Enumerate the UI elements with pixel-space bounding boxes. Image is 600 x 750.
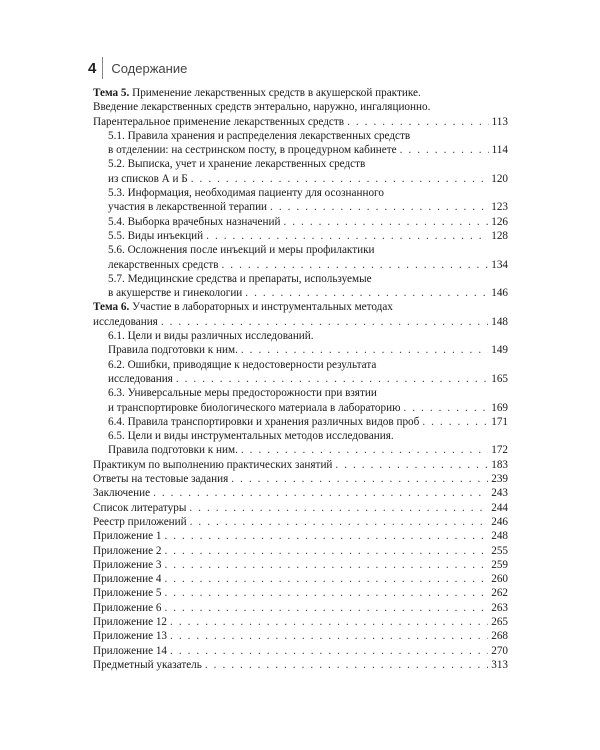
dot-leader <box>170 644 488 658</box>
toc-6-1-page: 149 <box>491 344 508 357</box>
toc-entry-page: 244 <box>491 501 508 514</box>
toc-entry-page: 263 <box>491 601 508 614</box>
toc-appendix-13-entry[interactable] <box>93 629 508 643</box>
toc-6-4-page: 171 <box>491 415 508 428</box>
toc-topic-5-text3: Парентеральное применение лекарственных средств <box>93 115 345 128</box>
dot-leader <box>347 115 489 129</box>
dot-leader <box>164 529 488 543</box>
toc-6-5-page: 172 <box>491 444 508 457</box>
toc-entry-text: Приложение 3 <box>93 558 162 571</box>
toc-topic-6-text1: Участие в лабораторных и инструментальных методах <box>129 301 393 314</box>
dot-leader <box>206 229 488 243</box>
toc-5-4-entry[interactable] <box>93 215 508 229</box>
dot-leader <box>170 615 488 629</box>
toc-5-1-text2: в отделении: на сестринском посту, в процедурном кабинете <box>108 144 397 157</box>
toc-5-5-entry[interactable] <box>93 229 508 243</box>
toc-entry-text: Приложение 12 <box>93 615 168 628</box>
toc-conclusion-entry[interactable] <box>93 486 508 500</box>
toc-5-2-text2: из списков А и Б <box>108 172 188 185</box>
toc-6-4-text: 6.4. Правила транспортировки и хранения различных видов проб <box>108 415 420 428</box>
toc-6-2-text2: исследования <box>108 372 173 385</box>
toc-6-5-line1[interactable]: 6.5. Цели и виды инструментальных методов исследования. <box>108 430 394 443</box>
toc-entry-text: Приложение 13 <box>93 630 168 643</box>
header-divider <box>102 57 103 79</box>
dot-leader <box>241 343 488 357</box>
toc-5-3-page: 123 <box>491 201 508 214</box>
toc-topic-6-page: 148 <box>491 315 508 328</box>
toc-entry-text: Предметный указатель <box>93 658 202 671</box>
dot-leader <box>400 143 489 157</box>
table-of-contents <box>93 86 508 672</box>
toc-5-7-page: 146 <box>491 287 508 300</box>
toc-appendix-2-entry[interactable] <box>93 544 508 558</box>
toc-entry-page: 268 <box>491 630 508 643</box>
toc-practicum-entry[interactable] <box>93 458 508 472</box>
toc-entry-text: Приложение 6 <box>93 601 162 614</box>
toc-6-5-entry[interactable] <box>93 443 508 457</box>
toc-entry-page: 313 <box>491 658 508 671</box>
toc-5-2-page: 120 <box>491 172 508 185</box>
toc-topic-5-line2[interactable]: Введение лекарственных средств энтерально, наружно, ингаляционно. <box>93 101 431 114</box>
toc-6-2-page: 165 <box>491 372 508 385</box>
toc-5-3-text2: участия в лекарственной терапии <box>108 201 268 214</box>
toc-topic-6-line1[interactable] <box>93 300 508 314</box>
toc-entry-page: 270 <box>491 644 508 657</box>
toc-appendix-12-entry[interactable] <box>93 615 508 629</box>
dot-leader <box>153 486 488 500</box>
toc-5-5-page: 128 <box>491 229 508 242</box>
toc-5-3-line1[interactable]: 5.3. Информация, необходимая пациенту для осознанного <box>108 187 384 200</box>
dot-leader <box>164 558 488 572</box>
toc-entry-page: 265 <box>491 615 508 628</box>
dot-leader <box>164 601 488 615</box>
toc-appendix-3-entry[interactable] <box>93 558 508 572</box>
toc-6-2-entry[interactable] <box>93 372 508 386</box>
toc-entry-text: Приложение 5 <box>93 587 162 600</box>
toc-appendix-4-entry[interactable] <box>93 572 508 586</box>
toc-appendix-14-entry[interactable] <box>93 644 508 658</box>
toc-appendix-1-entry[interactable] <box>93 529 508 543</box>
toc-6-3-line1[interactable]: 6.3. Универсальные меры предосторожности при взятии <box>108 387 377 400</box>
toc-5-1-entry[interactable] <box>93 143 508 157</box>
dot-leader <box>164 586 488 600</box>
toc-entry-text: Приложение 4 <box>93 573 162 586</box>
toc-appendix-6-entry[interactable] <box>93 601 508 615</box>
dot-leader <box>161 315 488 329</box>
toc-5-5-text: 5.5. Виды инъекций <box>108 229 204 242</box>
toc-5-2-line1[interactable]: 5.2. Выписка, учет и хранение лекарственных средств <box>108 158 366 171</box>
toc-entry-page: 259 <box>491 558 508 571</box>
toc-6-5-text2: Правила подготовки к ним. <box>108 444 238 457</box>
toc-topic-6-text2: исследования <box>93 315 158 328</box>
dot-leader <box>191 172 488 186</box>
dot-leader <box>241 443 488 457</box>
dot-leader <box>270 200 488 214</box>
toc-entry-text: Реестр приложений <box>93 515 187 528</box>
toc-entry-page: 243 <box>491 487 508 500</box>
toc-5-6-entry[interactable] <box>93 258 508 272</box>
toc-5-4-page: 126 <box>491 215 508 228</box>
toc-entry-text: Приложение 14 <box>93 644 168 657</box>
toc-6-1-line1[interactable]: 6.1. Цели и виды различных исследований. <box>108 330 314 343</box>
toc-entry-text: Ответы на тестовые задания <box>93 473 229 486</box>
dot-leader <box>335 458 488 472</box>
dot-leader <box>176 372 488 386</box>
toc-entry-text: Практикум по выполнению практических занятий <box>93 458 333 471</box>
toc-entry-page: 248 <box>491 530 508 543</box>
dot-leader <box>231 472 488 486</box>
toc-5-2-entry[interactable] <box>93 172 508 186</box>
toc-entry-text: Список литературы <box>93 501 187 514</box>
toc-appendix-5-entry[interactable] <box>93 586 508 600</box>
toc-entry-text: Заключение <box>93 487 151 500</box>
toc-subject-index-entry[interactable] <box>93 658 508 672</box>
toc-5-6-line1[interactable]: 5.6. Осложнения после инъекций и меры профилактики <box>108 244 375 257</box>
dot-leader <box>205 658 488 672</box>
dot-leader <box>403 401 488 415</box>
toc-5-7-entry[interactable] <box>93 286 508 300</box>
toc-5-6-text2: лекарственных средств <box>108 258 219 271</box>
toc-5-1-page: 114 <box>491 144 508 157</box>
dot-leader <box>189 501 488 515</box>
dot-leader <box>170 629 488 643</box>
dot-leader <box>164 572 488 586</box>
dot-leader <box>222 258 489 272</box>
toc-6-1-text2: Правила подготовки к ним. <box>108 344 238 357</box>
toc-topic-5-label: Тема 5. <box>93 87 130 99</box>
page-number: 4 <box>88 59 97 77</box>
toc-answers-entry[interactable] <box>93 472 508 486</box>
toc-6-3-entry[interactable] <box>93 401 508 415</box>
page-header <box>88 56 187 80</box>
toc-topic-5-line1[interactable] <box>93 86 508 100</box>
toc-5-7-line1[interactable]: 5.7. Медицинские средства и препараты, используемые <box>108 272 372 285</box>
toc-entry-page: 246 <box>491 515 508 528</box>
dot-leader <box>190 515 489 529</box>
toc-entry-page: 262 <box>491 587 508 600</box>
dot-leader <box>283 215 488 229</box>
toc-5-3-entry[interactable] <box>93 200 508 214</box>
toc-6-3-page: 169 <box>491 401 508 414</box>
toc-6-3-text2: и транспортировке биологического материала в лабораторию <box>108 401 401 414</box>
toc-topic-5-text1: Применение лекарственных средств в акушерской практике. <box>129 87 421 99</box>
toc-6-4-entry[interactable] <box>93 415 508 429</box>
toc-6-2-line1[interactable]: 6.2. Ошибки, приводящие к недостоверности результата <box>108 358 377 371</box>
toc-entry-page: 183 <box>491 458 508 471</box>
toc-entry-page: 255 <box>491 544 508 557</box>
toc-entry-page: 239 <box>491 473 508 486</box>
toc-6-1-entry[interactable] <box>93 343 508 357</box>
page-title: Содержание <box>111 60 188 76</box>
toc-5-1-line1[interactable]: 5.1. Правила хранения и распределения лекарственных средств <box>108 129 411 142</box>
toc-topic-6-entry[interactable] <box>93 315 508 329</box>
toc-topic-5-entry[interactable] <box>93 115 508 129</box>
toc-5-4-text: 5.4. Выборка врачебных назначений <box>108 215 281 228</box>
dot-leader <box>422 415 488 429</box>
toc-entry-text: Приложение 2 <box>93 544 162 557</box>
toc-entry-page: 260 <box>491 573 508 586</box>
toc-topic-5-page: 113 <box>491 115 508 128</box>
toc-5-6-page: 134 <box>491 258 508 271</box>
toc-5-7-text2: в акушерстве и гинекологии <box>108 287 243 300</box>
toc-references-entry[interactable] <box>93 501 508 515</box>
toc-entry-text: Приложение 1 <box>93 530 162 543</box>
dot-leader <box>164 544 488 558</box>
toc-appendix-registry-entry[interactable] <box>93 515 508 529</box>
toc-topic-6-label: Тема 6. <box>93 301 130 314</box>
dot-leader <box>245 286 488 300</box>
